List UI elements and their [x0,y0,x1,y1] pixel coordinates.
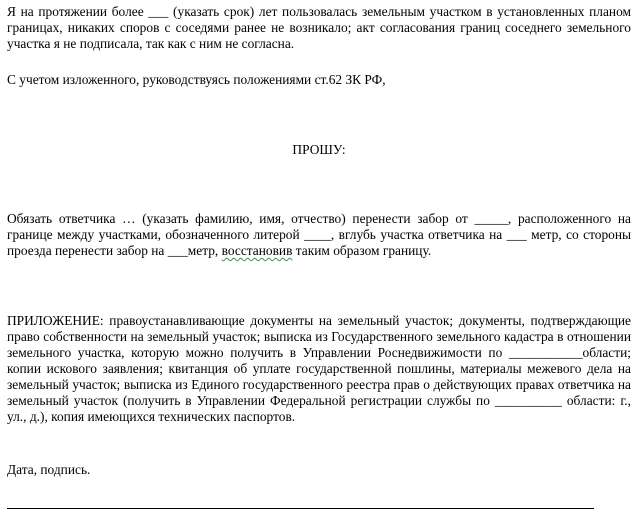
paragraph-legal-basis: С учетом изложенного, руководствуясь положениями ст.62 ЗК РФ, [7,72,386,87]
paragraph-request [7,211,631,259]
paragraph-attachments: ПРИЛОЖЕНИЕ: правоустанавливающие документы на земельный участок; документы, подтверждающие право собственности на земельный участок; выписка из Государственного земельного кадастра в отношении земельного участка, которую можно получить в Управлении Роснедвижимости по ___________области; копии искового заявления; квитанция об уплате государственной пошлины, материалы межевого дела на земельный участок; выписка из Единого государственного реестра прав о действующих правах ответчика на земельный участок (получить в Управлении Федеральной регистрации службы по __________ области: г., ул., д.), копия имеющихся технических паспортов. [7,313,631,424]
request-heading: ПРОШУ: [292,142,346,157]
signature-label: Дата, подпись. [7,462,91,477]
spellcheck-marked-word: восстановив [221,243,293,258]
request-text-end: таким образом границу. [292,243,432,258]
paragraph-usage-statement: Я на протяжении более ___ (указать срок) лет пользовалась земельным участком в установленных планом границах, никаких споров с соседями ранее не возникало; акт согласования границ соседнего земельного участка я не подписала, так как с ним не согласна. [7,4,631,51]
signature-line [7,508,594,509]
request-text-start: Обязать ответчика … (указать фамилию, имя, отчество) перенести забор от _____, расположенного на границе между участками, обозначенного литерой ____, вглубь участка ответчика на ___ метр, со стороны проезда перенести забор на ___метр, [7,211,631,258]
